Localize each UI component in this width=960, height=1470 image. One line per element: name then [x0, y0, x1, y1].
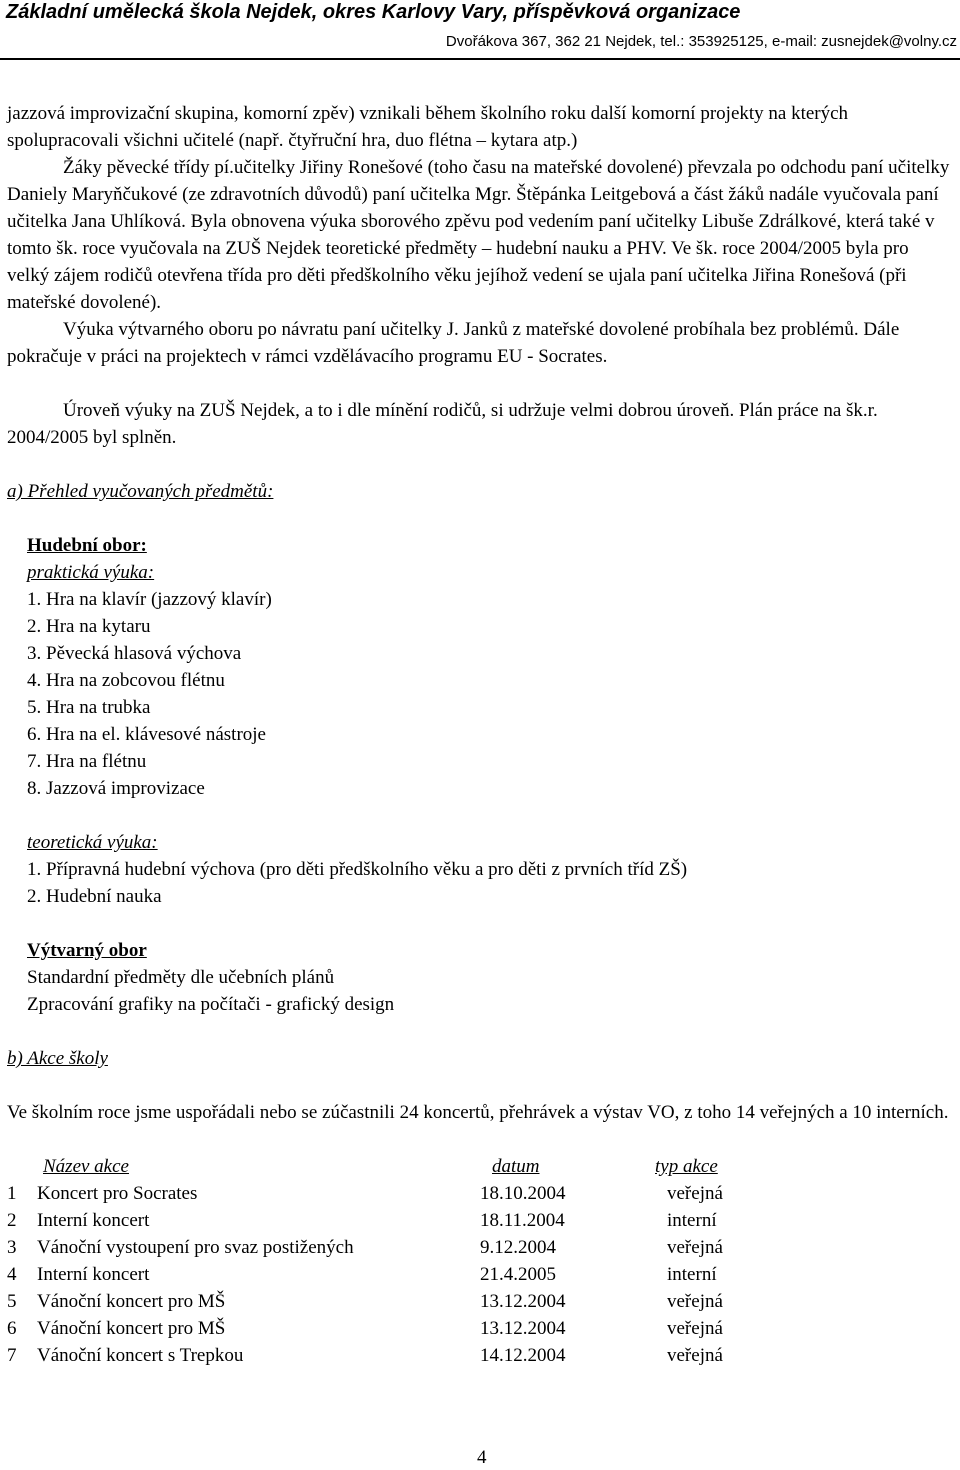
list-item: 1. Přípravná hudební výchova (pro děti předškolního věku a pro děti z prvních tříd ZŠ): [27, 859, 688, 880]
table-row: [7, 1342, 745, 1369]
event-name: Vánoční koncert pro MŠ: [37, 1318, 226, 1339]
music-heading: Hudební obor:: [27, 535, 147, 556]
table-row: [7, 1315, 745, 1342]
table-row: [7, 1261, 745, 1288]
intro-paragraph-4: Úroveň výuky na ZUŠ Nejdek, a to i dle mínění rodičů, si udržuje velmi dobrou úroveň. Plán práce na šk.r. 2004/2005 byl splněn.: [7, 400, 878, 448]
header-divider: [0, 58, 960, 60]
school-header-address: Dvořákova 367, 362 21 Nejdek, tel.: 353925125, e-mail: zusnejdek@volny.cz: [445, 33, 957, 50]
event-date: 21.4.2005: [480, 1264, 556, 1285]
event-name: Vánoční koncert pro MŠ: [37, 1291, 226, 1312]
school-header-title: Základní umělecká škola Nejdek, okres Karlovy Vary, příspěvková organizace: [6, 1, 741, 23]
row-number: 5: [7, 1291, 17, 1312]
table-row: [7, 1288, 745, 1315]
event-name: Interní koncert: [37, 1210, 150, 1231]
event-name: Vánoční vystoupení pro svaz postižených: [37, 1237, 354, 1258]
music-subjects: [7, 532, 955, 1018]
event-name: Interní koncert: [37, 1264, 150, 1285]
event-type: interní: [667, 1264, 717, 1285]
list-item: 2. Hudební nauka: [27, 886, 162, 907]
event-name: Vánoční koncert s Trepkou: [37, 1345, 244, 1366]
table-row: [7, 1180, 745, 1207]
list-item: 8. Jazzová improvizace: [27, 778, 205, 799]
event-type: veřejná: [667, 1345, 723, 1366]
list-item: 1. Hra na klavír (jazzový klavír): [27, 589, 272, 610]
list-item: 2. Hra na kytaru: [27, 616, 151, 637]
event-date: 13.12.2004: [480, 1318, 566, 1339]
page-number: 4: [477, 1447, 487, 1468]
intro-paragraph-2: Žáky pěvecké třídy pí.učitelky Jiřiny Ronešové (toho času na mateřské dovolené) převzala po odchodu paní učitelky Daniely Maryňčukové (ze zdravotních důvodů) paní učitelka Mgr. Štěpánka Leitgebová a část žáků nadále vyučovala paní učitelka Jana Uhlíková. Byla obnovena výuka sborového zpěvu pod vedením paní učitelky Libuše Zdrálkové, která také v tomto šk. roce vyučovala na ZUŠ Nejdek teoretické předměty – hudební nauku a PHV. Ve šk. roce 2004/2005 byla pro velký zájem rodičů otevřena třída pro děti předškolního věku jejíhož vedení se ujala paní učitelka Jiřina Ronešová (při mateřské dovolené).: [7, 157, 950, 313]
row-number: 7: [7, 1345, 17, 1366]
list-item: 3. Pěvecká hlasová výchova: [27, 643, 242, 664]
list-item: 6. Hra na el. klávesové nástroje: [27, 724, 266, 745]
event-type: veřejná: [667, 1291, 723, 1312]
list-item: 4. Hra na zobcovou flétnu: [27, 670, 225, 691]
event-date: 18.11.2004: [480, 1210, 565, 1231]
event-date: 13.12.2004: [480, 1291, 566, 1312]
theory-heading: teoretická výuka:: [27, 832, 158, 853]
event-type: veřejná: [667, 1237, 723, 1258]
events-table: [7, 1153, 745, 1369]
section-a-heading: a) Přehled vyučovaných předmětů:: [7, 481, 274, 502]
section-b-heading: b) Akce školy: [7, 1048, 108, 1069]
column-header-name: Název akce: [43, 1156, 129, 1177]
event-type: veřejná: [667, 1183, 723, 1204]
event-type: veřejná: [667, 1318, 723, 1339]
list-item: Zpracování grafiky na počítači - grafický design: [27, 994, 395, 1015]
column-header-type: typ akce: [655, 1156, 718, 1177]
row-number: 1: [7, 1183, 17, 1204]
event-type: interní: [667, 1210, 717, 1231]
list-item: 5. Hra na trubka: [27, 697, 151, 718]
practical-heading: praktická výuka:: [27, 562, 155, 583]
table-row: [7, 1234, 745, 1261]
event-date: 14.12.2004: [480, 1345, 566, 1366]
event-date: 9.12.2004: [480, 1237, 556, 1258]
table-row: [7, 1207, 745, 1234]
list-item: Standardní předměty dle učebních plánů: [27, 967, 335, 988]
table-header-row: [7, 1153, 745, 1180]
column-header-date: datum: [492, 1156, 540, 1177]
row-number: 4: [7, 1264, 17, 1285]
document-body: [7, 100, 955, 1369]
intro-paragraph-1: jazzová improvizační skupina, komorní zpěv) vznikali během školního roku další komorní projekty na kterých spolupracovali všichni učitelé (např. čtyřruční hra, duo flétna – kytara atp.): [7, 103, 849, 151]
row-number: 3: [7, 1237, 17, 1258]
event-date: 18.10.2004: [480, 1183, 566, 1204]
list-item: 7. Hra na flétnu: [27, 751, 147, 772]
events-summary: Ve školním roce jsme uspořádali nebo se zúčastnili 24 koncertů, přehrávek a výstav VO, z toho 14 veřejných a 10 interních.: [7, 1102, 949, 1123]
intro-paragraph-3: Výuka výtvarného oboru po návratu paní učitelky J. Janků z mateřské dovolené probíhala bez problémů. Dále pokračuje v práci na projektech v rámci vzdělávacího programu EU - Socrates.: [7, 319, 900, 367]
event-name: Koncert pro Socrates: [37, 1183, 198, 1204]
row-number: 6: [7, 1318, 17, 1339]
art-heading: Výtvarný obor: [27, 940, 147, 961]
row-number: 2: [7, 1210, 17, 1231]
